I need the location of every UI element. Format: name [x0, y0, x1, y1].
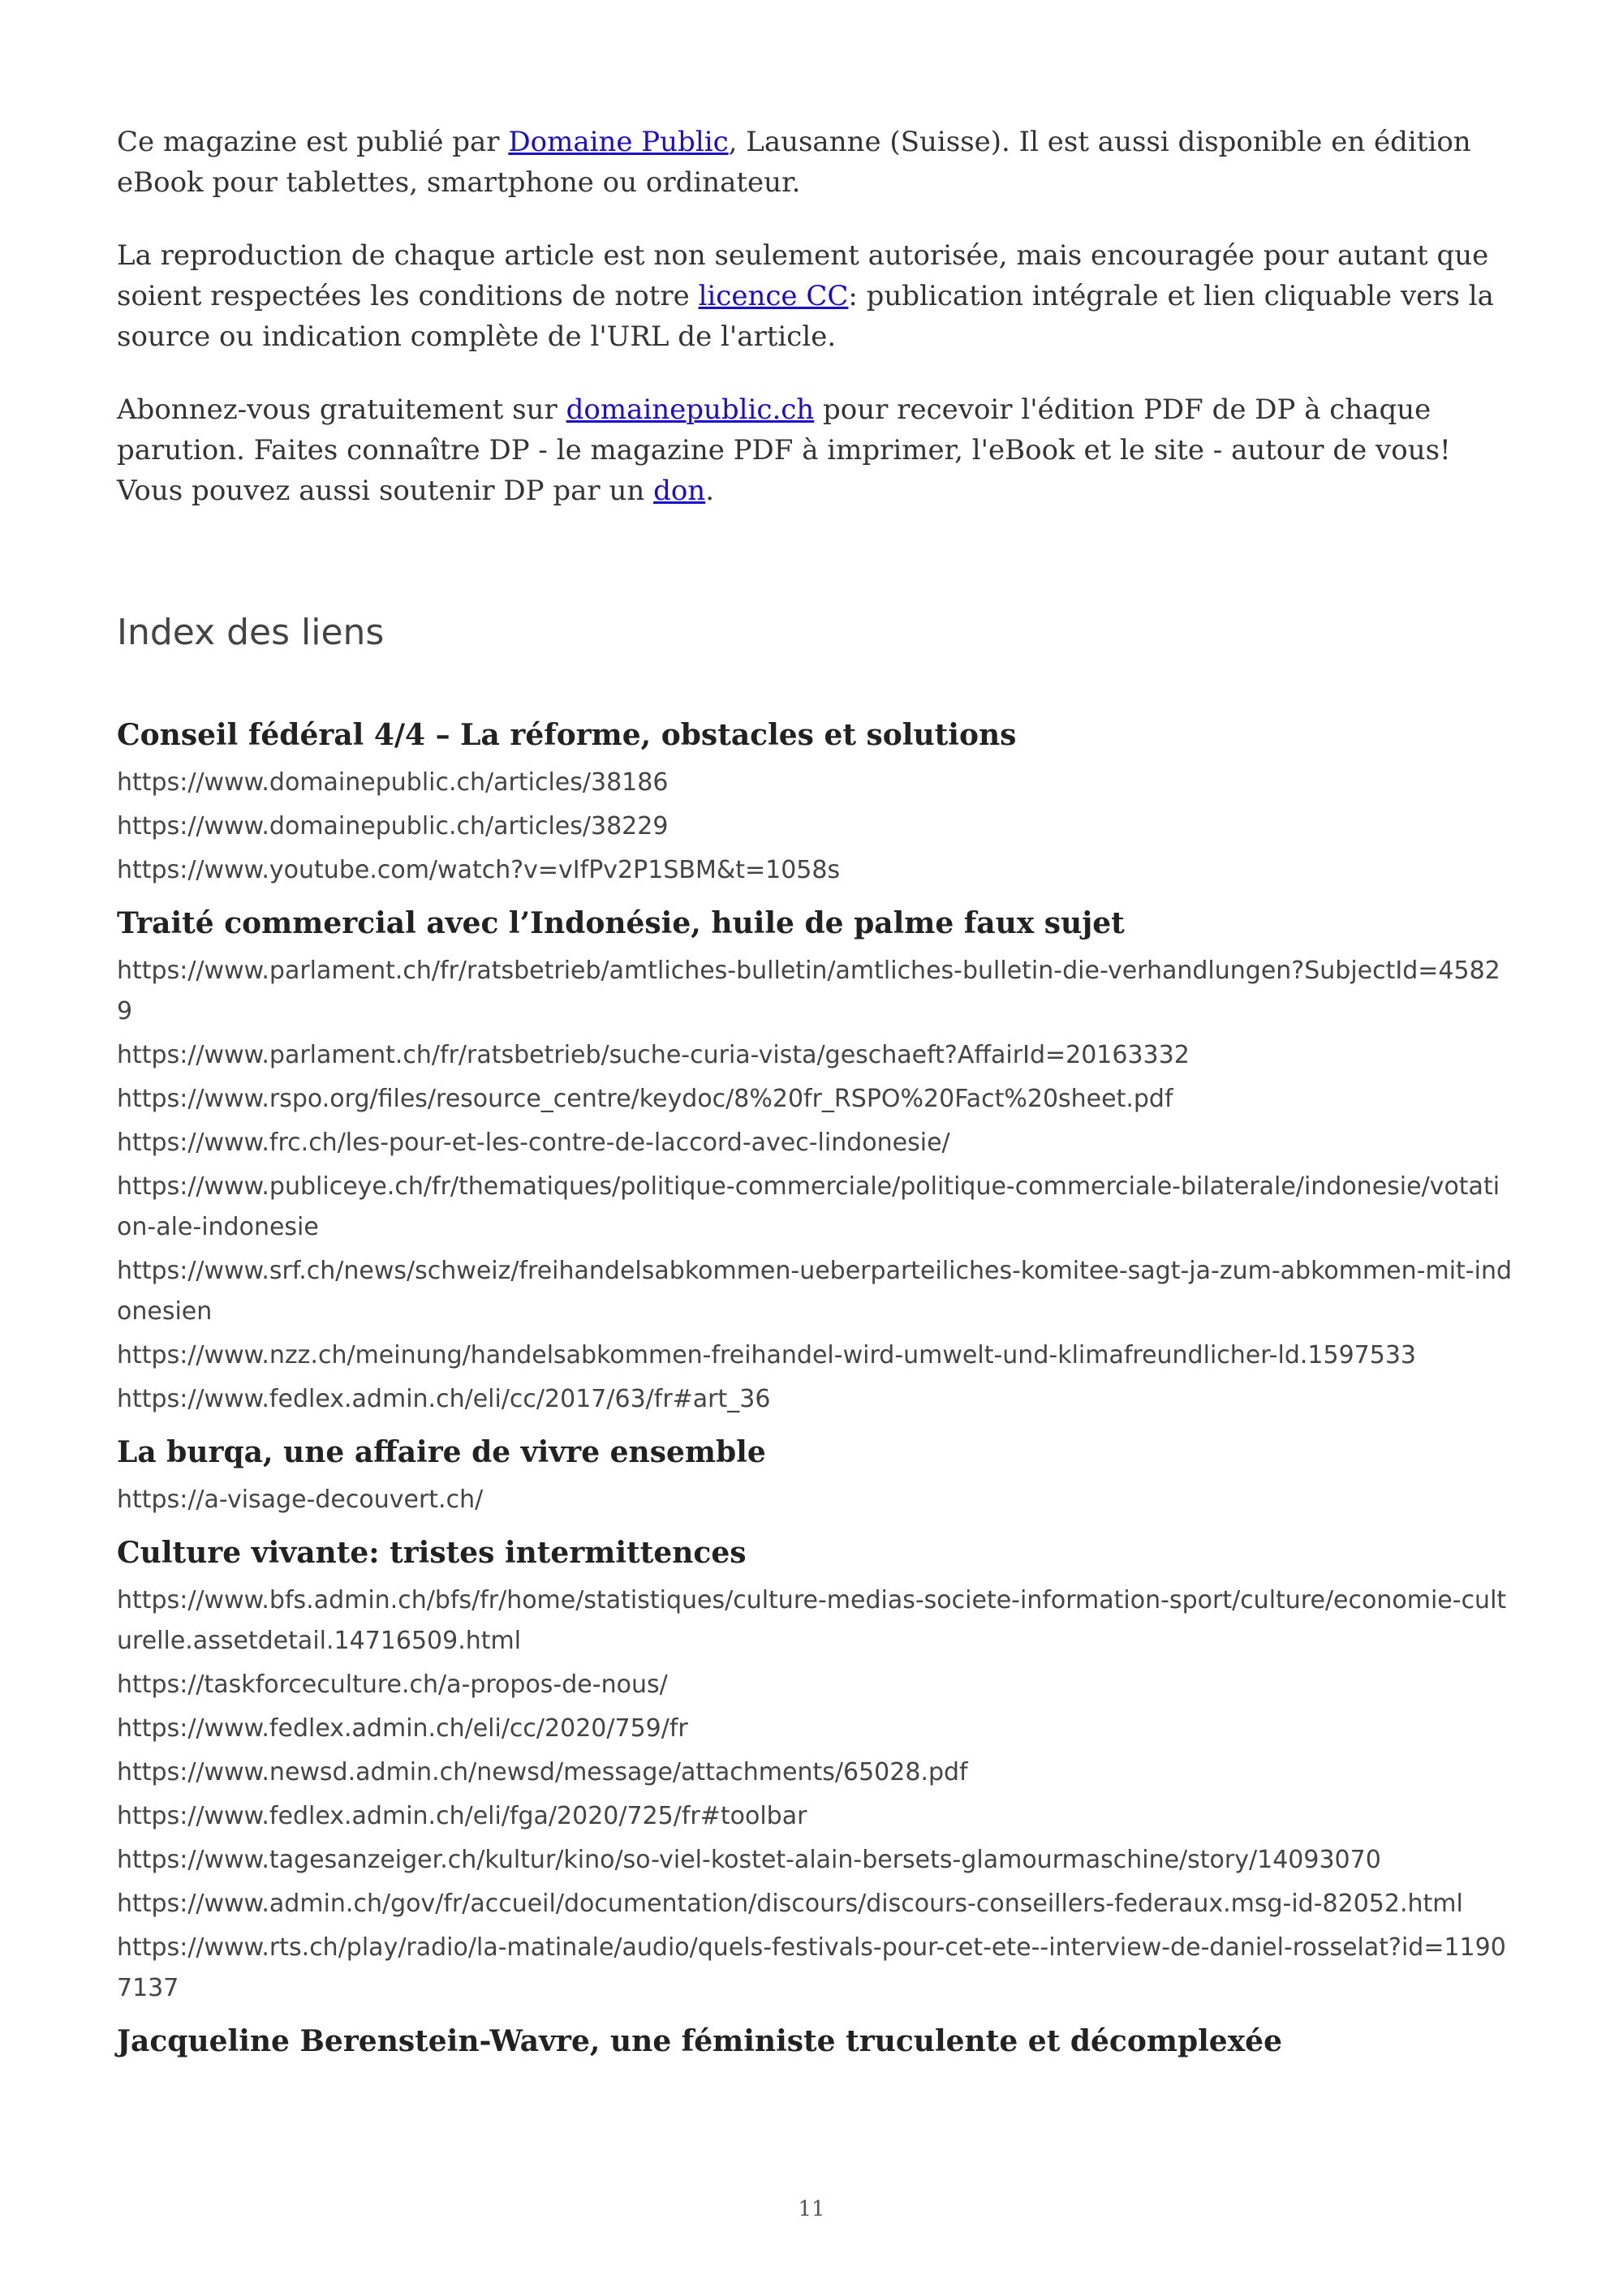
- intro-paragraph-license: [117, 235, 1513, 357]
- link-url[interactable]: https://www.fedlex.admin.ch/eli/cc/2017/63/fr#art_36: [117, 1385, 771, 1413]
- link-url[interactable]: https://a-visage-decouvert.ch/: [117, 1486, 484, 1514]
- intro-text: La reproduction de chaque article est non seulement autorisée, mais encouragée pour autant que soient respectées les conditions de notre: [117, 239, 1489, 312]
- intro-text: Abonnez-vous gratuitement sur: [117, 393, 566, 426]
- link-url[interactable]: https://www.youtube.com/watch?v=vIfPv2P1SBM&t=1058s: [117, 856, 841, 884]
- intro-text: Ce magazine est publié par: [117, 126, 509, 158]
- don-link[interactable]: don: [653, 475, 706, 507]
- document-page: [117, 122, 1513, 2074]
- page-number: 11: [798, 2197, 825, 2221]
- link-url[interactable]: https://www.parlament.ch/fr/ratsbetrieb/suche-curia-vista/geschaeft?AffairId=20163332: [117, 1041, 1190, 1069]
- domaine-public-link[interactable]: Domaine Public: [508, 126, 729, 158]
- index-section: [117, 1431, 1513, 1520]
- intro-paragraph-subscribe: [117, 389, 1513, 511]
- link-url[interactable]: https://www.nzz.ch/meinung/handelsabkommen-freihandel-wird-umwelt-und-klimafreundlicher-ld.1597533: [117, 1341, 1417, 1369]
- link-url[interactable]: https://www.rts.ch/play/radio/la-matinale/audio/quels-festivals-pour-cet-ete--interview-de-daniel-rosselat?id=11907137: [117, 1933, 1506, 2002]
- link-list: [117, 763, 1513, 891]
- link-url[interactable]: https://taskforceculture.ch/a-propos-de-nous/: [117, 1670, 668, 1699]
- intro-text: : publication intégrale et lien cliquable vers la source ou indication complète de l'URL de l'article.: [117, 280, 1494, 353]
- section-title: Jacqueline Berenstein-Wavre, une féministe truculente et décomplexée: [117, 2024, 1282, 2058]
- link-url[interactable]: https://www.publiceye.ch/fr/thematiques/politique-commerciale/politique-commerciale-bilaterale/indonesie/votation-ale-indonesie: [117, 1172, 1500, 1241]
- intro-text: , Lausanne (Suisse). Il est aussi disponible en édition eBook pour tablettes, smartphone ou ordinateur.: [117, 126, 1471, 199]
- link-url[interactable]: https://www.frc.ch/les-pour-et-les-contre-de-laccord-avec-lindonesie/: [117, 1129, 950, 1157]
- link-url[interactable]: https://www.rspo.org/files/resource_centre/keydoc/8%20fr_RSPO%20Fact%20sheet.pdf: [117, 1085, 1173, 1113]
- index-section: [117, 902, 1513, 1420]
- link-url[interactable]: https://www.parlament.ch/fr/ratsbetrieb/amtliches-bulletin/amtliches-bulletin-die-verhandlungen?SubjectId=45829: [117, 957, 1500, 1025]
- link-list: [117, 1480, 1513, 1520]
- section-title: Culture vivante: tristes intermittences: [117, 1536, 747, 1570]
- link-url[interactable]: https://www.fedlex.admin.ch/eli/cc/2020/759/fr: [117, 1714, 688, 1743]
- link-url[interactable]: https://www.tagesanzeiger.ch/kultur/kino/so-viel-kostet-alain-bersets-glamourmaschine/story/14093070: [117, 1846, 1381, 1874]
- link-url[interactable]: https://www.bfs.admin.ch/bfs/fr/home/statistiques/culture-medias-societe-information-sport/culture/economie-culturelle.assetdetail.14716509.html: [117, 1586, 1507, 1655]
- index-section: [117, 1532, 1513, 2009]
- intro-text: .: [705, 475, 715, 507]
- section-title: Traité commercial avec l’Indonésie, huile de palme faux sujet: [117, 906, 1125, 940]
- link-url[interactable]: https://www.domainepublic.ch/articles/38186: [117, 768, 669, 797]
- intro-text: pour recevoir l'édition PDF de DP à chaque parution. Faites connaître DP - le magazine PDF à imprimer, l'eBook et le site - autour de vous! Vous pouvez aussi soutenir DP par un: [117, 393, 1451, 507]
- link-url[interactable]: https://www.fedlex.admin.ch/eli/fga/2020/725/fr#toolbar: [117, 1802, 807, 1830]
- link-list: [117, 1580, 1513, 2009]
- index-section: [117, 2020, 1513, 2062]
- link-list: [117, 951, 1513, 1420]
- section-title: Conseil fédéral 4/4 – La réforme, obstacles et solutions: [117, 718, 1017, 752]
- intro-paragraph-publisher: [117, 122, 1513, 203]
- index-section: [117, 714, 1513, 891]
- domainepublic-link[interactable]: domainepublic.ch: [566, 393, 815, 426]
- index-sections: [117, 714, 1513, 2062]
- licence-cc-link[interactable]: licence CC: [698, 280, 849, 312]
- link-url[interactable]: https://www.admin.ch/gov/fr/accueil/documentation/discours/discours-conseillers-federaux.msg-id-82052.html: [117, 1890, 1463, 1918]
- intro-block: [117, 122, 1513, 511]
- link-url[interactable]: https://www.domainepublic.ch/articles/38229: [117, 812, 669, 841]
- section-title: La burqa, une affaire de vivre ensemble: [117, 1435, 766, 1469]
- index-title: Index des liens: [117, 612, 385, 653]
- link-url[interactable]: https://www.newsd.admin.ch/newsd/message/attachments/65028.pdf: [117, 1758, 968, 1786]
- link-url[interactable]: https://www.srf.ch/news/schweiz/freihandelsabkommen-ueberparteiliches-komitee-sagt-ja-zum-abkommen-mit-indonesien: [117, 1257, 1513, 1326]
